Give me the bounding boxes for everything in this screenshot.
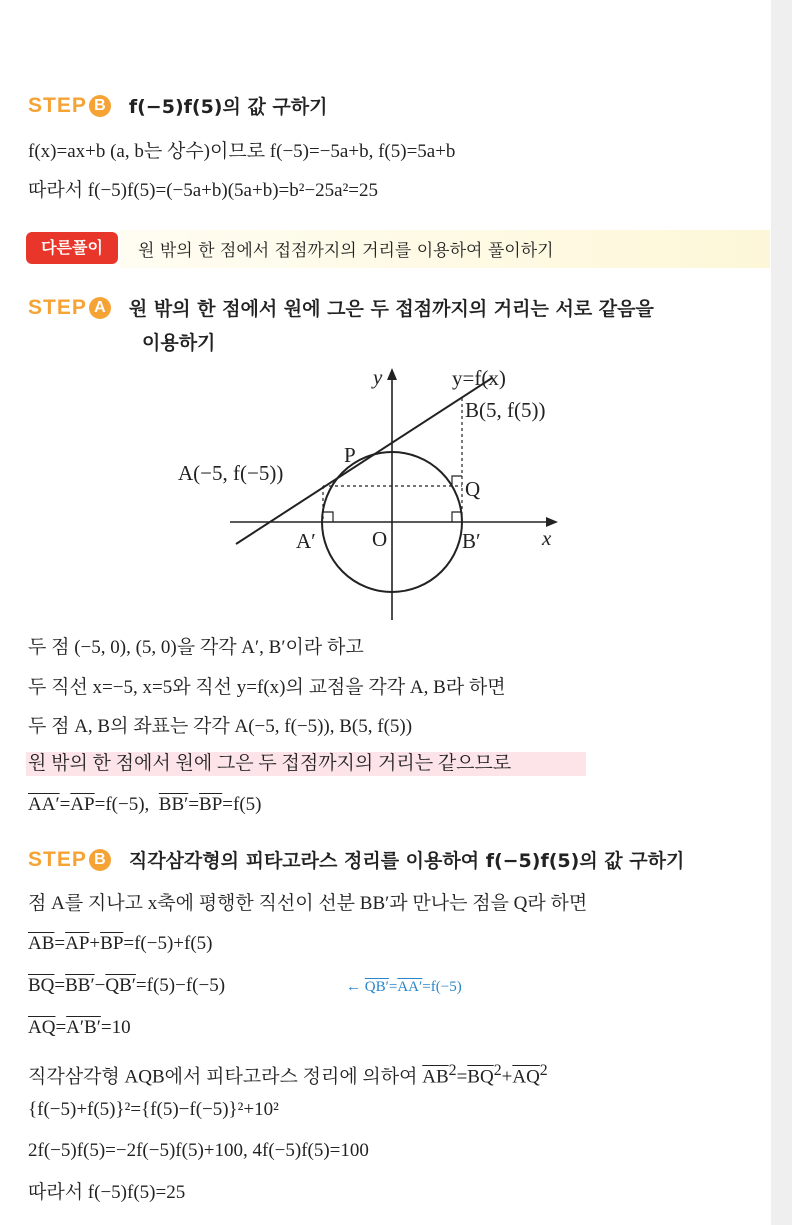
alt-solution-text: 원 밖의 한 점에서 접점까지의 거리를 이용하여 풀이하기 xyxy=(138,241,554,261)
segment: $\overline{AQ}$ xyxy=(512,1066,540,1088)
value: =f(5)−f(−5) xyxy=(135,975,226,996)
segment: AA′ xyxy=(28,794,60,815)
step-label: STEP xyxy=(28,847,87,871)
equation-line: f(x)=ax+b (a, b는 상수)이므로 f(−5)=−5a+b, f(5)=5a+b xyxy=(28,141,456,162)
segment: $\overline{AB}$ xyxy=(28,933,55,954)
equation-line: $AA'=\overline{AP}=f(-5)$, $BB'=\overline{BP}=f(5)$ xyxy=(28,794,262,815)
line-label: y=f(x) xyxy=(452,366,506,390)
step-title: f(−5)f(5)의 값 구하기 xyxy=(128,96,328,118)
equation-line: 2f(−5)f(5)=−2f(−5)f(5)+100, 4f(−5)f(5)=100 xyxy=(28,1140,369,1161)
y-axis-arrow-icon xyxy=(387,368,397,380)
point-a-prime-label: A′ xyxy=(296,529,316,553)
highlighted-line: 원 밖의 한 점에서 원에 그은 두 접점까지의 거리는 같으므로 xyxy=(28,753,512,774)
step-title: 원 밖의 한 점에서 원에 그은 두 접점까지의 거리는 서로 같음을 xyxy=(128,298,654,320)
equation-line: 따라서 f(−5)f(5)=(−5a+b)(5a+b)=b²−25a²=25 xyxy=(28,180,378,201)
text-line: 직각삼각형 AQB에서 피타고라스 정리에 의하여 $\overline{AB}^2=\overline{BQ}^2+\overline{AQ}^2$ xyxy=(28,1062,548,1088)
origin-label: O xyxy=(372,527,388,551)
exponent: 2 xyxy=(539,1062,548,1079)
text-line: 두 점 A, B의 좌표는 각각 A(−5, f(−5)), B(5, f(5)) xyxy=(28,716,413,737)
segment: QB′ xyxy=(105,975,136,996)
step-letter-badge: B xyxy=(89,95,111,117)
value: =f(−5), xyxy=(94,794,150,815)
point-b-label: B(5, f(5)) xyxy=(465,398,546,422)
segment: $\overline{BQ}$ xyxy=(28,975,55,996)
equation-line: $\overline{AQ}=A'B'=10$ xyxy=(28,1017,131,1038)
segment: BB′ xyxy=(158,794,189,815)
exponent: 2 xyxy=(493,1062,502,1079)
value: =f(−5) xyxy=(422,979,462,995)
text-line: 두 점 (−5, 0), (5, 0)을 각각 A′, B′이라 하고 xyxy=(28,637,364,658)
equation-line: $\overline{BQ}=BB'-QB'=f(5)-f(-5)$ xyxy=(28,975,226,996)
step-label: STEP xyxy=(28,295,87,319)
equation-line: $\overline{AB}=\overline{AP}+\overline{BP}=f(-5)+f(5)$ xyxy=(28,933,213,954)
point-b-prime-label: B′ xyxy=(462,529,481,553)
segment: AA′ xyxy=(397,979,423,995)
text: 직각삼각형 AQB에서 피타고라스 정리에 의하여 xyxy=(28,1066,423,1088)
exponent: 2 xyxy=(448,1062,457,1079)
segment: $\overline{BQ}$ xyxy=(467,1066,494,1088)
segment: $\overline{AQ}$ xyxy=(28,1017,56,1038)
value: =f(−5)+f(5) xyxy=(123,933,213,954)
value: =f(5) xyxy=(222,794,262,815)
segment: QB′ xyxy=(364,979,389,995)
segment: $\overline{AP}$ xyxy=(70,794,95,815)
step-letter-badge: B xyxy=(89,849,111,871)
equation-line: {f(−5)+f(5)}²={f(5)−f(−5)}²+10² xyxy=(28,1099,279,1120)
segment: A′B′ xyxy=(66,1017,101,1038)
step-letter-badge: A xyxy=(89,297,111,319)
equation-line: 따라서 f(−5)f(5)=25 xyxy=(28,1182,186,1203)
text-line: 점 A를 지나고 x축에 평행한 직선이 선분 BB′과 만나는 점을 Q라 하면 xyxy=(28,893,588,914)
step-title: 직각삼각형의 피타고라스 정리를 이용하여 f(−5)f(5)의 값 구하기 xyxy=(128,850,685,872)
step-label: STEP xyxy=(28,93,87,117)
segment: $\overline{AB}$ xyxy=(422,1066,449,1088)
y-axis-label: y xyxy=(373,365,383,389)
side-note: ← QB′=AA′=f(−5) xyxy=(346,979,462,995)
right-angle-mark xyxy=(323,512,333,522)
segment: $\overline{BP}$ xyxy=(100,933,124,954)
segment: $\overline{BP}$ xyxy=(199,794,223,815)
value: =10 xyxy=(100,1017,131,1038)
text-line: 두 직선 x=−5, x=5와 직선 y=f(x)의 교점을 각각 A, B라 하면 xyxy=(28,677,506,698)
point-q-label: Q xyxy=(465,477,481,501)
point-p-label: P xyxy=(344,443,356,467)
segment: BB′ xyxy=(65,975,95,996)
step-title-cont: 이용하기 xyxy=(142,332,216,354)
right-angle-mark xyxy=(452,476,462,486)
x-axis-label: x xyxy=(542,526,552,550)
segment: $\overline{AP}$ xyxy=(65,933,90,954)
step-b-header xyxy=(28,846,684,873)
point-a-label: A(−5, f(−5)) xyxy=(178,461,284,485)
alt-solution-badge: 다른풀이 xyxy=(26,232,118,264)
arrow-left-icon: ← xyxy=(346,979,361,995)
